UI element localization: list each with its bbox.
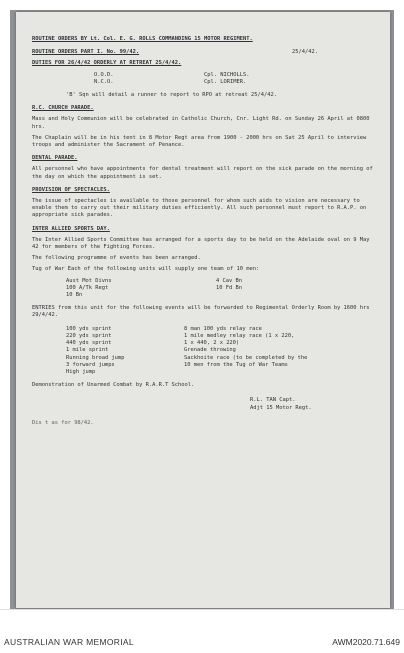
unit-right: [216, 292, 376, 299]
order-heading: ROUTINE ORDERS BY Lt. Col. E. G. ROLLS COMMANDING 15 MOTOR REGIMENT.: [32, 36, 253, 42]
duty-role: O.O.D.: [94, 71, 114, 78]
event-left: 440 yds sprint: [66, 340, 112, 347]
unit-row: [32, 292, 376, 299]
distribution-note: Dis t as for 98/42.: [32, 419, 94, 426]
duty-row: [32, 72, 376, 79]
event-right: 10 men from the Tug of War Teams: [184, 361, 288, 368]
duty-row: [32, 79, 376, 86]
demonstration-note: Demonstration of Unarmed Combat by R.A.R.T School.: [32, 382, 195, 389]
duties-heading: DUTIES FOR 26/4/42 ORDERLY AT RETREAT 25/4/42.: [32, 60, 182, 67]
event-left: 3 forward jumps: [66, 361, 115, 368]
unit-right: 10 Fd Bn: [216, 284, 242, 291]
order-number: ROUTINE ORDERS PART I. No. 99/42.: [32, 49, 140, 56]
sports-paragraph-2: The following programme of events has been arranged.: [32, 255, 201, 262]
unit-left: 100 A/Tk Regt: [66, 284, 109, 291]
duty-name: Cpl. LORIMER.: [204, 78, 247, 85]
church-heading: R.C. CHURCH PARADE.: [32, 105, 94, 112]
event-row: [32, 340, 376, 347]
sports-heading: INTER ALLIED SPORTS DAY.: [32, 225, 110, 232]
event-left: 220 yds sprint: [66, 332, 112, 339]
event-row: [32, 355, 376, 362]
event-right: 8 man 100 yds relay race: [184, 325, 262, 332]
event-left: 100 yds sprint: [66, 325, 112, 332]
event-right: Grenade throwing: [184, 347, 236, 354]
church-paragraph-2: The Chaplain will be in his tent in 8 Motor Regt area from 1900 - 2000 hrs on Sat 25 April to interview troops and administer the Sacrament of Penance.: [32, 134, 367, 149]
typed-document-sheet: [16, 12, 390, 608]
unit-right: 4 Cav Bn: [216, 277, 242, 284]
unit-row: [32, 285, 376, 292]
document-body: [32, 36, 376, 427]
event-left: High jump: [66, 368, 96, 375]
event-right: 1 x 440, 2 x 220): [184, 340, 240, 347]
archive-page-scan: [10, 10, 394, 610]
order-date: 25/4/42.: [292, 49, 318, 56]
duty-role: N.C.O.: [94, 78, 114, 85]
event-row: [32, 362, 376, 369]
dental-heading: DENTAL PARADE.: [32, 155, 78, 162]
unit-left: 10 Bn: [66, 292, 83, 299]
event-left: 1 mile sprint: [66, 347, 109, 354]
event-row: [32, 347, 376, 354]
sports-paragraph-1: The Inter Allied Sports Committee has arranged for a sports day to be held on the Adelaide oval on 9 May 42 for members of the Fighting Forces.: [32, 236, 370, 251]
item-reference: AWM2020.71.649: [332, 637, 400, 647]
spectacles-heading: PROVISION OF SPECTACLES.: [32, 186, 110, 193]
event-row: [32, 369, 376, 376]
unit-row: [32, 278, 376, 285]
spectacles-paragraph: The issue of spectacles is available to those personnel for whom such aids to vision are necessary to enable them to carry out their military duties efficiently. All such personnel must report to R.A.P. on appropriate sick parades.: [32, 198, 367, 219]
event-right: [184, 369, 376, 376]
entries-paragraph: ENTRIES from this unit for the following events will be forwarded to Regimental Orderly Room by 1600 hrs 29/4/42.: [32, 305, 370, 319]
event-left: Running broad jump: [66, 354, 125, 361]
church-paragraph-1: Mass and Holy Communion will be celebrated in Catholic Church, Cnr. Light Rd. on Sunday 26 April at 0800 hrs.: [32, 116, 370, 130]
tug-of-war-text: Tug of War Each of the following units will supply one team of 10 men:: [32, 266, 260, 273]
event-right: 1 mile medley relay race (1 x 220,: [184, 332, 295, 339]
event-right: Sackhoite race (to be completed by the: [184, 354, 308, 361]
event-row: [32, 333, 376, 340]
signature-name: R.L. TAN Capt.: [250, 397, 296, 404]
unit-left: Aust Mot Divns: [66, 277, 112, 284]
retreat-note: 'B' Sqn will detail a runner to report to RPO at retreat 25/4/42.: [66, 92, 277, 99]
event-row: [32, 326, 376, 333]
duty-name: Cpl. NICHOLLS.: [204, 71, 250, 78]
signature-title: Adjt 15 Motor Regt.: [250, 404, 312, 411]
institution-label: AUSTRALIAN WAR MEMORIAL: [4, 637, 134, 647]
archive-footer: [0, 609, 404, 653]
dental-paragraph: All personnel who have appointments for dental treatment will report on the sick parade on the morning of the day on which the appointment is set.: [32, 166, 373, 180]
